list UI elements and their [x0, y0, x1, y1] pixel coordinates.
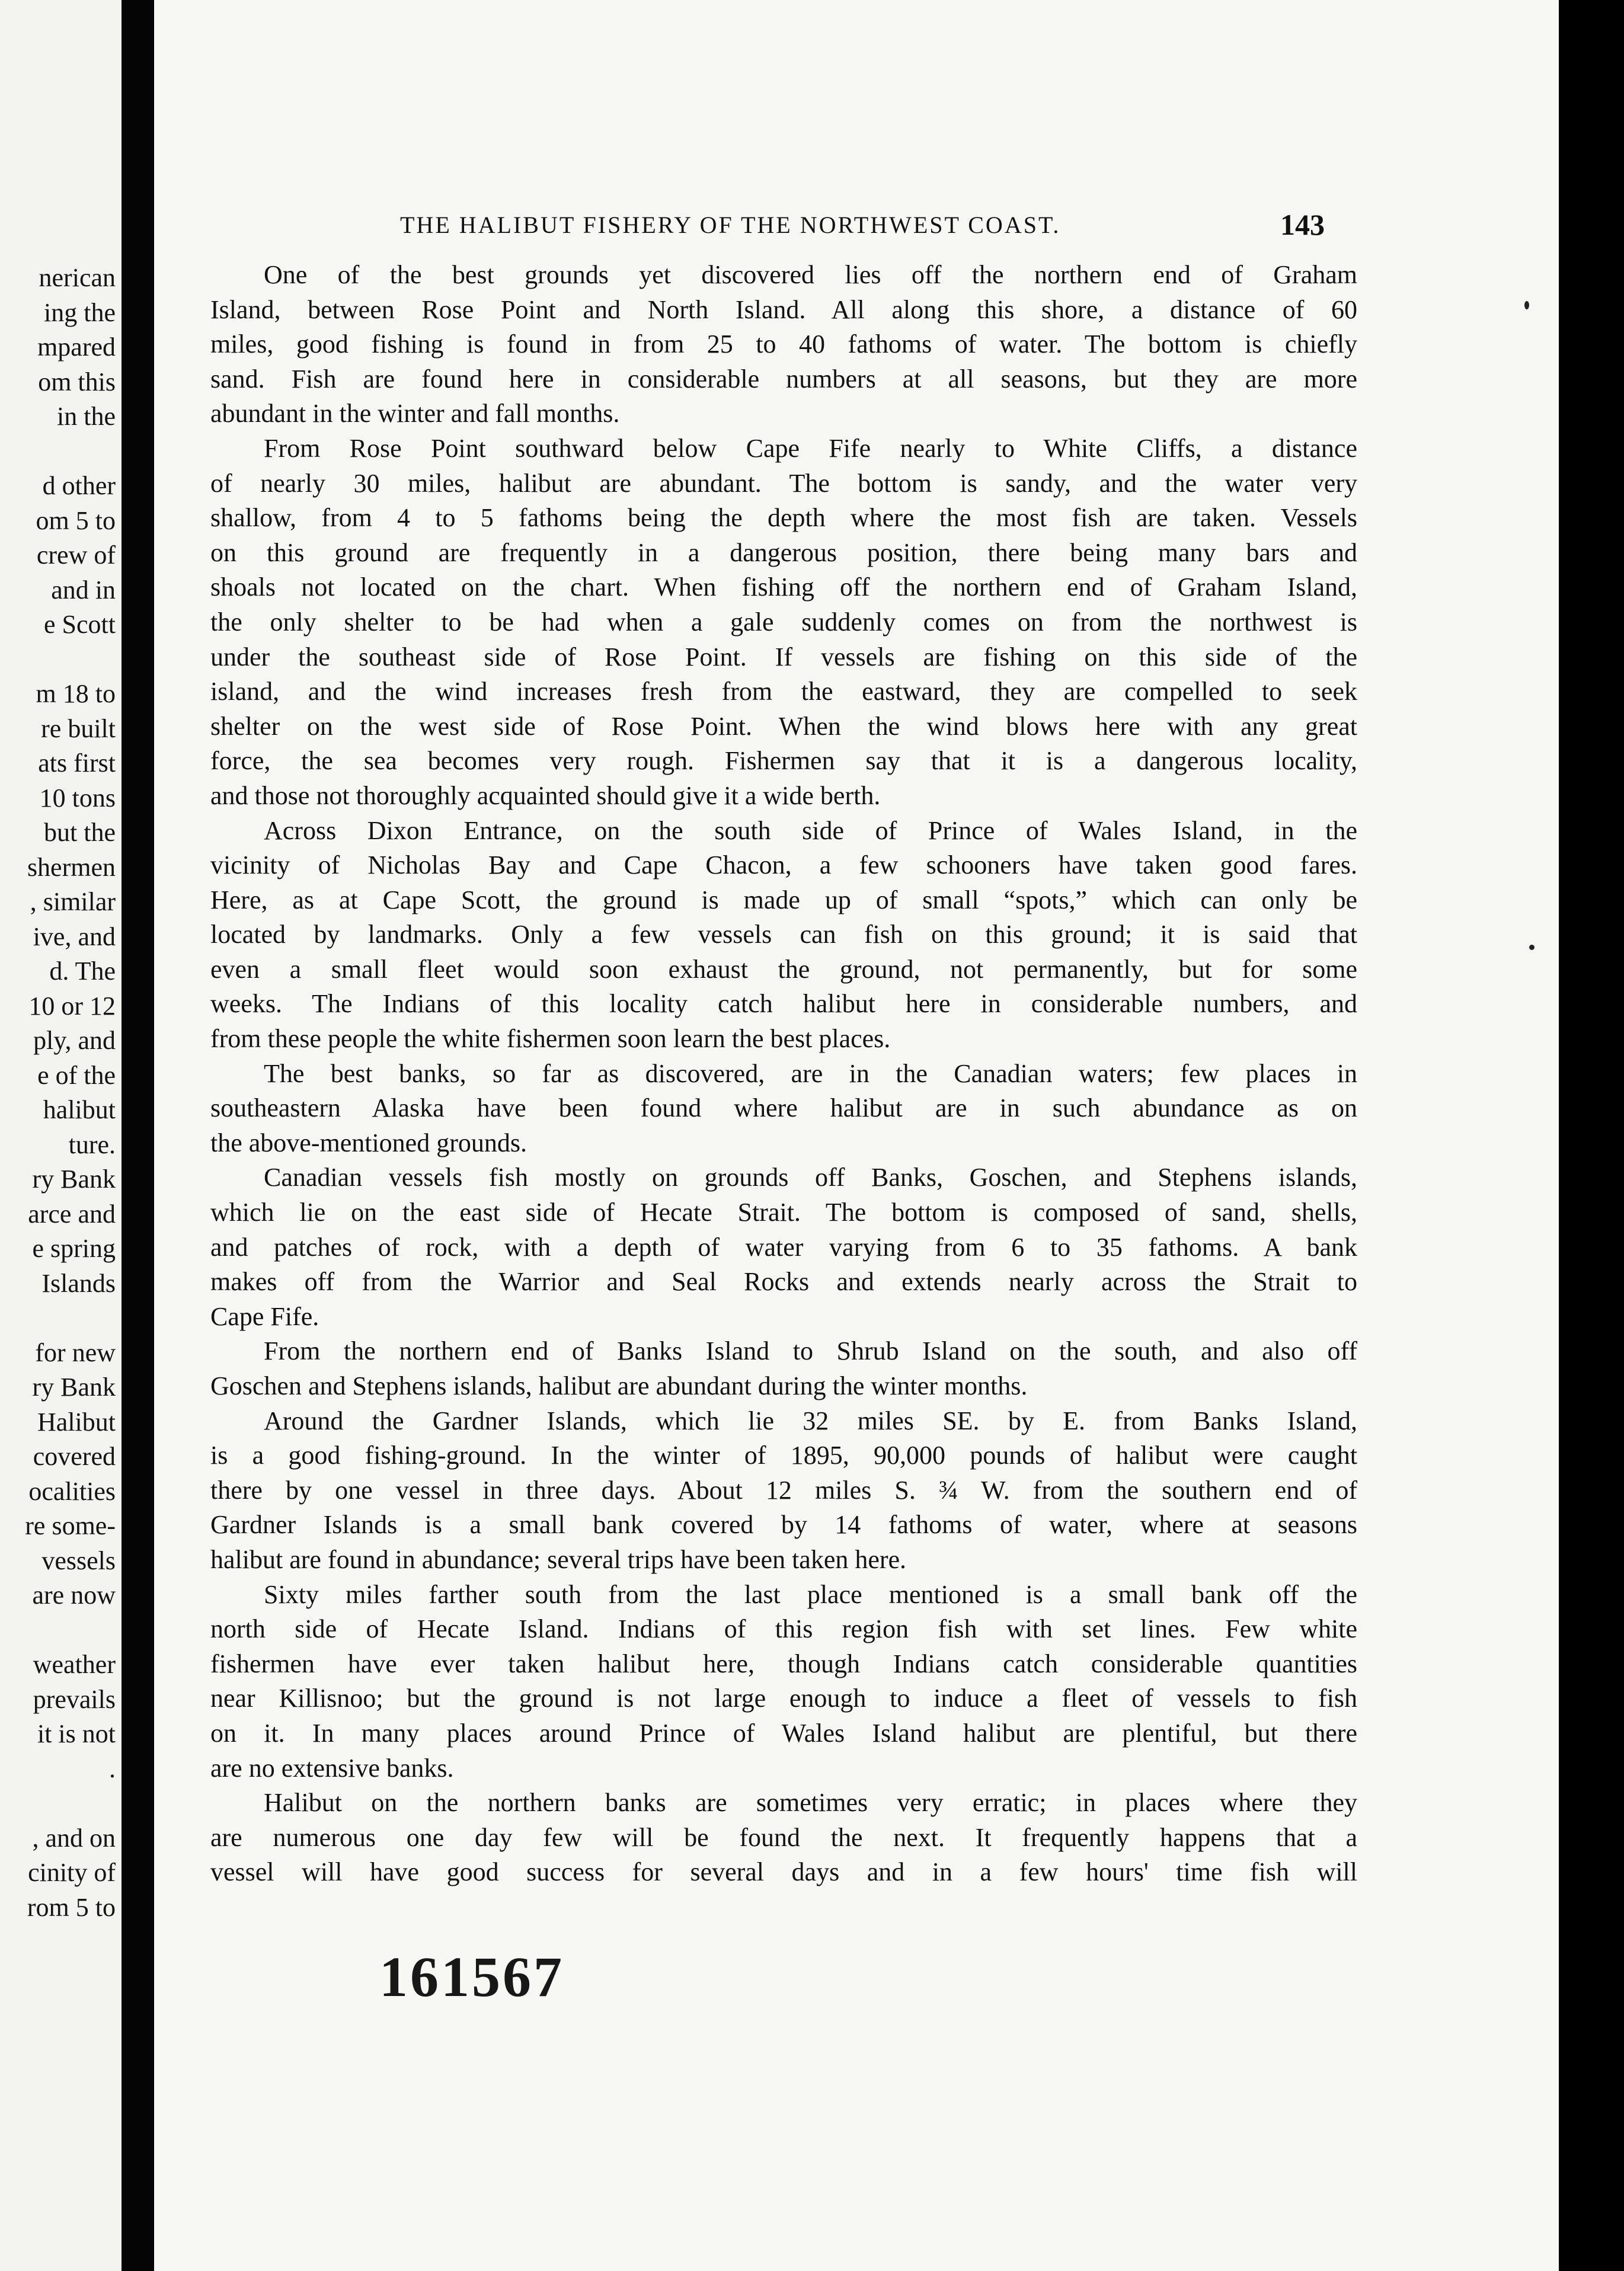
- facing-page-line: [0, 1613, 122, 1648]
- facing-page-line: d. The: [49, 957, 116, 986]
- text-line: Across Dixon Entrance, on the south side of Prince of Wales Island, in the: [264, 815, 1357, 845]
- paragraph: [210, 258, 1357, 431]
- page-header: [154, 207, 1559, 249]
- facing-page-line: ry Bank: [32, 1165, 116, 1194]
- facing-page-line: cinity of: [28, 1858, 116, 1887]
- text-line: are numerous one day few will be found the next. It frequently happens that a: [210, 1822, 1357, 1852]
- text-line: vessel will have good success for several days and in a few hours' time fish will: [210, 1857, 1357, 1887]
- text-line: from these people the white fishermen soon learn the best places.: [210, 1024, 891, 1054]
- text-line: shallow, from 4 to 5 fathoms being the depth where the most fish are taken. Vessels: [210, 503, 1357, 533]
- text-line: Canadian vessels fish mostly on grounds off Banks, Goschen, and Stephens islands,: [264, 1163, 1357, 1192]
- accession-stamp: 161567: [379, 1945, 564, 2008]
- text-line: even a small fleet would soon exhaust the ground, not permanently, but for some: [210, 954, 1357, 984]
- text-line: Gardner Islands is a small bank covered by 14 fathoms of water, where at seasons: [210, 1510, 1357, 1540]
- running-head: THE HALIBUT FISHERY OF THE NORTHWEST COAST.: [400, 212, 1061, 238]
- text-line: there by one vessel in three days. About 12 miles S. ¾ W. from the southern end of: [210, 1475, 1357, 1505]
- text-line: and those not thoroughly acquainted should give it a wide berth.: [210, 781, 881, 810]
- facing-page-line: 10 or 12: [28, 991, 116, 1021]
- paragraph: [210, 814, 1357, 1057]
- text-line: fishermen have ever taken halibut here, though Indians catch considerable quantities: [210, 1649, 1357, 1678]
- text-line: on it. In many places around Prince of Wales Island halibut are plentiful, but there: [210, 1718, 1357, 1748]
- paragraph: [210, 1057, 1357, 1161]
- facing-page-line: d other: [42, 471, 116, 500]
- text-line: are no extensive banks.: [210, 1753, 454, 1783]
- facing-page-line: in the: [57, 402, 116, 431]
- facing-page-line: Islands: [41, 1268, 116, 1298]
- facing-page-line: it is not: [37, 1719, 116, 1748]
- text-line: and patches of rock, with a depth of water varying from 6 to 35 fathoms. A bank: [210, 1232, 1357, 1262]
- text-line: force, the sea becomes very rough. Fishermen say that it is a dangerous locality,: [210, 746, 1357, 776]
- scan-speck: [1529, 945, 1535, 950]
- text-line: the only shelter to be had when a gale suddenly comes on from the northwest is: [210, 607, 1357, 636]
- text-line: north side of Hecate Island. Indians of this region fish with set lines. Few white: [210, 1614, 1357, 1644]
- paragraph: [210, 431, 1357, 814]
- facing-page-line: arce and: [28, 1199, 116, 1229]
- facing-page-line: rom 5 to: [27, 1892, 116, 1922]
- text-line: of nearly 30 miles, halibut are abundant. The bottom is sandy, and the water very: [210, 468, 1357, 498]
- facing-page-line: Halibut: [37, 1407, 116, 1437]
- facing-page-line: [0, 1301, 122, 1336]
- page-edge: [1559, 0, 1624, 2271]
- text-line: shelter on the west side of Rose Point. When the wind blows here with any great: [210, 711, 1357, 741]
- scan-speck: [1524, 301, 1529, 309]
- facing-page-line: re built: [41, 714, 116, 743]
- text-line: Cape Fife.: [210, 1301, 319, 1331]
- text-line: abundant in the winter and fall months.: [210, 399, 620, 428]
- text-line: located by landmarks. Only a few vessels can fish on this ground; it is said that: [210, 920, 1357, 949]
- facing-page-line: ocalities: [28, 1476, 116, 1506]
- text-line: shoals not located on the chart. When fishing off the northern end of Graham Island,: [210, 572, 1357, 602]
- facing-page-line: vessels: [41, 1546, 116, 1575]
- facing-page-line: ats first: [38, 749, 116, 778]
- text-line: on this ground are frequently in a dangerous position, there being many bars and: [210, 538, 1357, 567]
- facing-page-line: ry Bank: [32, 1373, 116, 1402]
- text-line: From the northern end of Banks Island to Shrub Island on the south, and also off: [264, 1336, 1357, 1366]
- facing-page-line: nerican: [39, 263, 116, 292]
- paragraph: [210, 1786, 1357, 1890]
- body-text: [210, 258, 1357, 1890]
- facing-page-line: halibut: [43, 1095, 116, 1124]
- paragraph: [210, 1578, 1357, 1786]
- text-line: From Rose Point southward below Cape Fife nearly to White Cliffs, a distance: [264, 433, 1357, 463]
- text-line: Around the Gardner Islands, which lie 32 miles SE. by E. from Banks Island,: [264, 1406, 1357, 1435]
- facing-page-line: ply, and: [33, 1026, 116, 1055]
- facing-page-line: m 18 to: [36, 679, 116, 708]
- facing-page-line: , and on: [32, 1823, 116, 1853]
- facing-page-line: mpared: [37, 332, 116, 362]
- facing-page-line: [0, 642, 122, 677]
- facing-page-line: .: [109, 1754, 116, 1783]
- facing-page-line: ive, and: [33, 922, 116, 951]
- facing-page-line: re some-: [25, 1511, 116, 1540]
- facing-page-line: covered: [33, 1442, 116, 1471]
- text-line: Sixty miles farther south from the last place mentioned is a small bank off the: [264, 1579, 1357, 1609]
- facing-page-text: [0, 261, 122, 1925]
- text-line: miles, good fishing is found in from 25 to 40 fathoms of water. The bottom is chiefly: [210, 330, 1357, 359]
- text-line: Island, between Rose Point and North Island. All along this shore, a distance of 60: [210, 295, 1357, 324]
- text-line: sand. Fish are found here in considerable numbers at all seasons, but they are more: [210, 364, 1357, 394]
- text-line: is a good fishing-ground. In the winter of 1895, 90,000 pounds of halibut were caught: [210, 1441, 1357, 1470]
- text-line: halibut are found in abundance; several trips have been taken here.: [210, 1544, 907, 1574]
- text-line: vicinity of Nicholas Bay and Cape Chacon, a few schooners have taken good fares.: [210, 850, 1357, 880]
- text-line: Halibut on the northern banks are sometimes very erratic; in places where they: [264, 1788, 1357, 1818]
- facing-page-line: [0, 1786, 122, 1821]
- facing-page-fragment: [0, 0, 122, 2271]
- paragraph: [210, 1160, 1357, 1334]
- facing-page-line: crew of: [36, 540, 116, 570]
- book-page: [154, 0, 1559, 2271]
- facing-page-line: and in: [51, 575, 116, 604]
- text-line: makes off from the Warrior and Seal Rocks and extends nearly across the Strait to: [210, 1267, 1357, 1297]
- facing-page-line: e of the: [37, 1060, 116, 1090]
- paragraph: [210, 1404, 1357, 1578]
- text-line: Goschen and Stephens islands, halibut are abundant during the winter months.: [210, 1371, 1028, 1400]
- facing-page-line: om this: [38, 367, 116, 396]
- text-line: Here, as at Cape Scott, the ground is made up of small “spots,” which can only be: [210, 885, 1357, 914]
- text-line: weeks. The Indians of this locality catch halibut here in considerable numbers, and: [210, 989, 1357, 1019]
- facing-page-line: e spring: [32, 1234, 116, 1263]
- facing-page-line: are now: [32, 1581, 116, 1610]
- facing-page-line: weather: [33, 1650, 116, 1679]
- text-line: which lie on the east side of Hecate Strait. The bottom is composed of sand, shells,: [210, 1198, 1357, 1227]
- facing-page-line: e Scott: [44, 610, 116, 639]
- paragraph: [210, 1334, 1357, 1403]
- text-line: the above-mentioned grounds.: [210, 1128, 527, 1157]
- text-line: island, and the wind increases fresh from the eastward, they are compelled to seek: [210, 677, 1357, 706]
- text-line: southeastern Alaska have been found where halibut are in such abundance as on: [210, 1093, 1357, 1123]
- facing-page-line: for new: [35, 1338, 116, 1367]
- book-gutter: [122, 0, 154, 2271]
- facing-page-line: prevails: [33, 1684, 116, 1714]
- facing-page-line: 10 tons: [39, 783, 116, 813]
- text-line: The best banks, so far as discovered, are in the Canadian waters; few places in: [264, 1058, 1357, 1088]
- facing-page-line: om 5 to: [36, 506, 116, 535]
- facing-page-line: ing the: [44, 298, 116, 327]
- text-line: under the southeast side of Rose Point. If vessels are fishing on this side of the: [210, 642, 1357, 671]
- text-line: near Killisnoo; but the ground is not large enough to induce a fleet of vessels to fish: [210, 1684, 1357, 1713]
- facing-page-line: but the: [44, 818, 116, 847]
- facing-page-line: , similar: [30, 887, 116, 916]
- page-number: 143: [1280, 208, 1325, 241]
- text-line: One of the best grounds yet discovered lies off the northern end of Graham: [264, 260, 1357, 289]
- facing-page-line: [0, 434, 122, 469]
- facing-page-line: ture.: [68, 1130, 116, 1159]
- facing-page-line: shermen: [27, 852, 116, 882]
